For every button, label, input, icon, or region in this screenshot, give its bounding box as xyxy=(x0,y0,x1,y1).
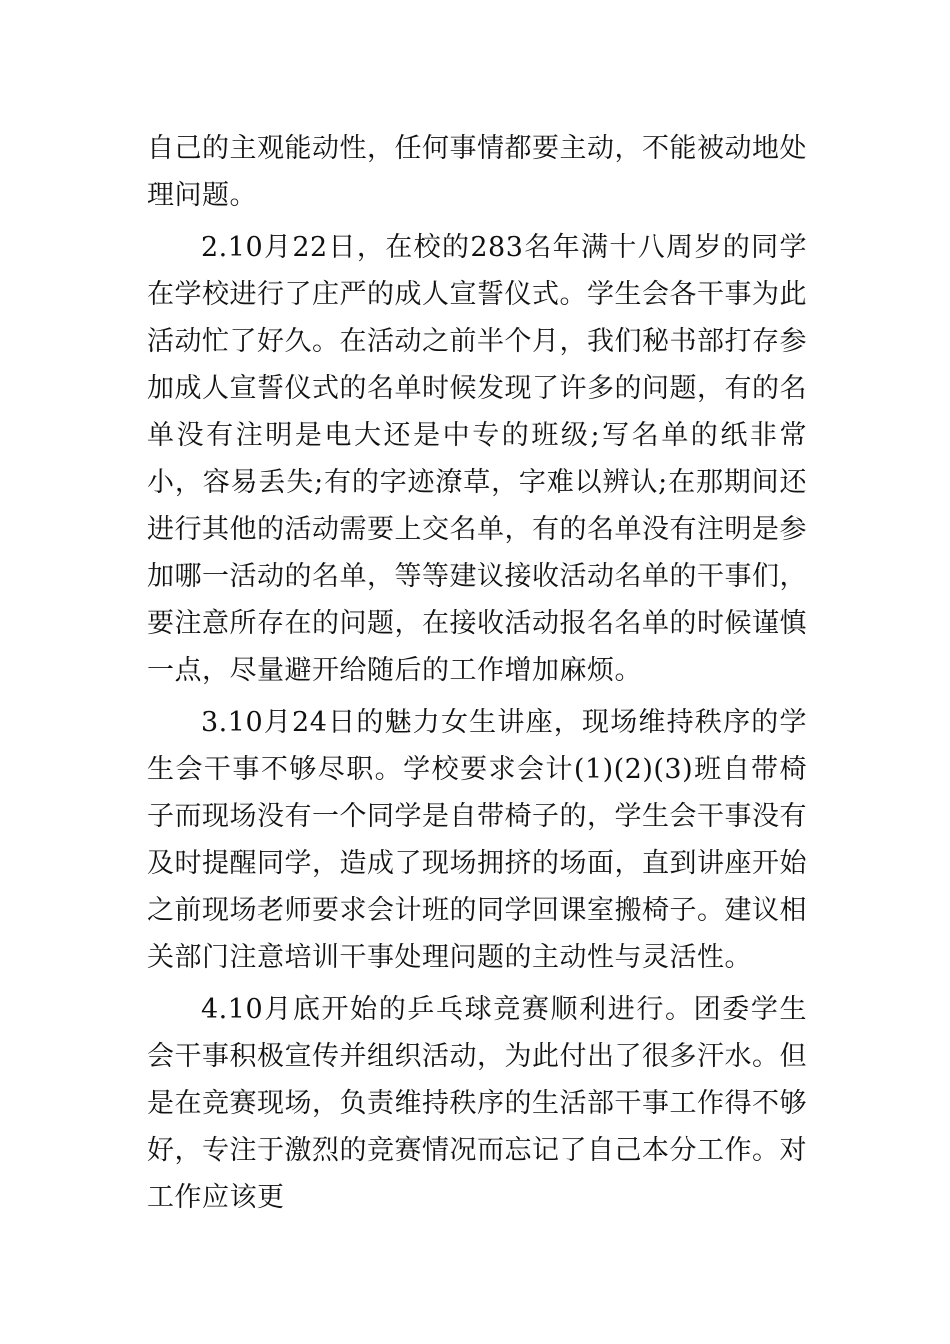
paragraph-item-2: 2.10月22日，在校的283名年满十八周岁的同学在学校进行了庄严的成人宣誓仪式。学生会各干事为此活动忙了好久。在活动之前半个月，我们秘书部打存参加成人宣誓仪式的名单时候发现了许多的问题，有的名单没有注明是电大还是中专的班级;写名单的纸非常小，容易丢失;有的字迹潦草，字难以辨认;在那期间还进行其他的活动需要上交名单，有的名单没有注明是参加哪一活动的名单，等等建议接收活动名单的干事们，要注意所存在的问题，在接收活动报名名单的时候谨慎一点，尽量避开给随后的工作增加麻烦。 xyxy=(147,232,807,686)
paragraph-item-4: 4.10月底开始的乒乓球竞赛顺利进行。团委学生会干事积极宣传并组织活动，为此付出了很多汗水。但是在竞赛现场，负责维持秩序的生活部干事工作得不够好，专注于激烈的竞赛情况而忘记了自己本分工作。对工作应该更 xyxy=(147,994,807,1213)
document-body xyxy=(147,125,807,1226)
paragraph-continuation: 自己的主观能动性，任何事情都要主动，不能被动地处理问题。 xyxy=(147,133,807,211)
paragraph-item-3: 3.10月24日的魅力女生讲座，现场维持秩序的学生会干事不够尽职。学校要求会计(1)(2)(3)班自带椅子而现场没有一个同学是自带椅子的，学生会干事没有及时提醒同学，造成了现场拥挤的场面，直到讲座开始之前现场老师要求会计班的同学回课室搬椅子。建议相关部门注意培训干事处理问题的主动性与灵活性。 xyxy=(147,707,807,973)
